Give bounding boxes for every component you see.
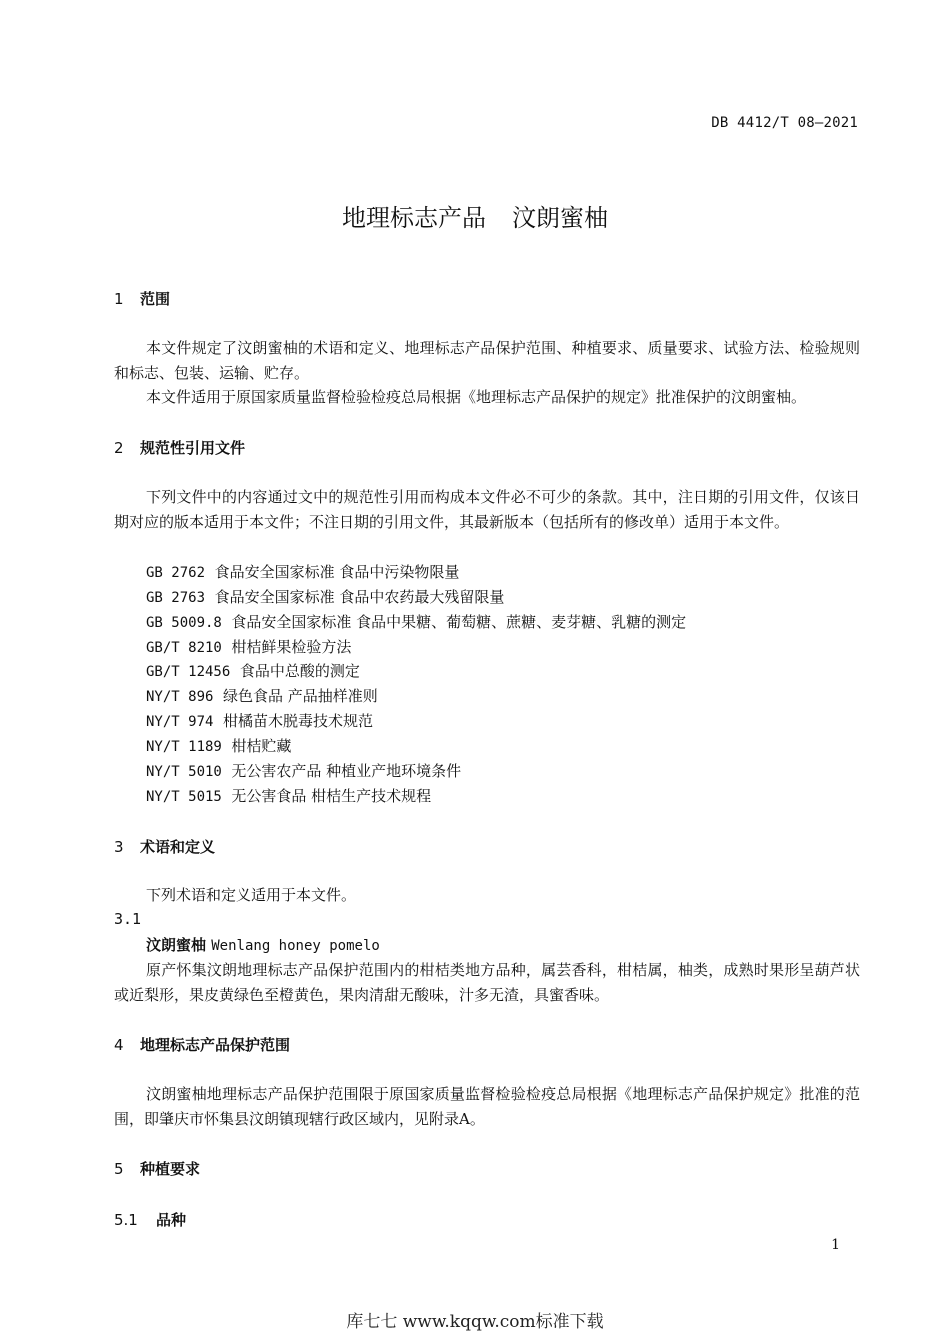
term-chinese: 汶朗蜜柚	[146, 936, 207, 954]
reference-item: GB/T 8210 柑桔鲜果检验方法	[146, 638, 352, 656]
reference-item: NY/T 896 绿色食品 产品抽样准则	[146, 687, 378, 705]
reference-item: NY/T 5010 无公害农产品 种植业产地环境条件	[146, 762, 462, 780]
title-part-2: 汶朗蜜柚	[512, 204, 608, 232]
section-1-paragraph-1: 本文件规定了汶朗蜜柚的术语和定义、地理标志产品保护范围、种植要求、质量要求、试验方法、检验规则和标志、包装、运输、贮存。	[114, 339, 860, 382]
section-1-heading: 1 范围	[114, 290, 171, 308]
reference-item: GB 5009.8 食品安全国家标准 食品中果糖、葡萄糖、蔗糖、麦芽糖、乳糖的测定	[146, 613, 687, 631]
clause-number-3-1: 3.1	[114, 910, 142, 928]
title-part-1: 地理标志产品	[342, 204, 486, 232]
section-4-heading: 4 地理标志产品保护范围	[114, 1036, 291, 1054]
term-english: Wenlang honey pomelo	[211, 938, 380, 954]
section-2-heading: 2 规范性引用文件	[114, 439, 246, 457]
section-4-paragraph-1: 汶朗蜜柚地理标志产品保护范围限于原国家质量监督检验检疫总局根据《地理标志产品保护规定》批准的范围，即肇庆市怀集县汶朗镇现辖行政区域内，见附录A。	[114, 1085, 860, 1128]
reference-item: NY/T 1189 柑桔贮藏	[146, 737, 292, 755]
reference-item: NY/T 5015 无公害食品 柑桔生产技术规程	[146, 787, 432, 805]
reference-item: GB 2763 食品安全国家标准 食品中农药最大残留限量	[146, 588, 505, 606]
document-title	[0, 198, 950, 233]
term-definition: 原产怀集汶朗地理标志产品保护范围内的柑桔类地方品种，属芸香科，柑桔属，柚类，成熟时果形呈葫芦状或近梨形，果皮黄绿色至橙黄色，果肉清甜无酸味，汁多无渣，具蜜香味。	[114, 961, 860, 1004]
section-3-heading: 3 术语和定义	[114, 838, 216, 856]
section-5-heading: 5 种植要求	[114, 1160, 201, 1178]
footer-watermark: 库七七 www.kqqw.com标准下载	[346, 1312, 604, 1332]
reference-item: NY/T 974 柑橘苗木脱毒技术规范	[146, 712, 373, 730]
term-entry	[146, 934, 380, 955]
standard-code: DB 4412/T 08—2021	[711, 115, 858, 131]
subsection-5-1-heading: 5.1 品种	[114, 1211, 187, 1229]
section-3-paragraph-1: 下列术语和定义适用于本文件。	[146, 886, 357, 904]
section-1-paragraph-2: 本文件适用于原国家质量监督检验检疫总局根据《地理标志产品保护的规定》批准保护的汶朗蜜柚。	[146, 388, 807, 406]
reference-item: GB/T 12456 食品中总酸的测定	[146, 662, 360, 680]
page-number: 1	[831, 1237, 840, 1253]
reference-item: GB 2762 食品安全国家标准 食品中污染物限量	[146, 563, 460, 581]
section-2-paragraph-1: 下列文件中的内容通过文中的规范性引用而构成本文件必不可少的条款。其中，注日期的引用文件，仅该日期对应的版本适用于本文件；不注日期的引用文件，其最新版本（包括所有的修改单）适用于本文件。	[114, 488, 860, 531]
